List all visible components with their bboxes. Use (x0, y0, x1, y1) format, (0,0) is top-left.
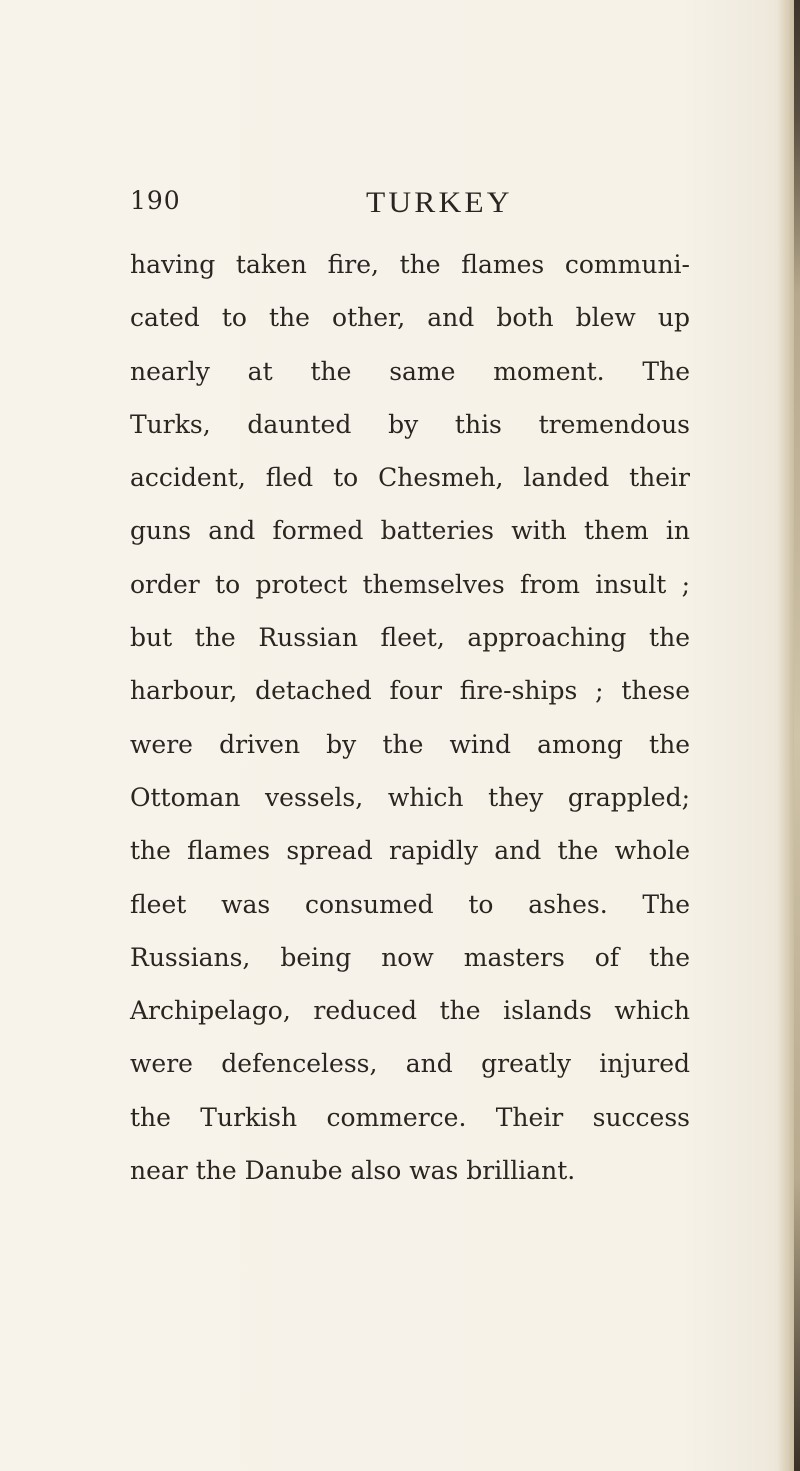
page-number: 190 (130, 186, 181, 215)
text-line: but the Russian fleet, approaching the (130, 623, 690, 653)
page-header (130, 186, 690, 226)
text-line: fleet was consumed to ashes. The (130, 889, 690, 919)
text-line: Ottoman vessels, which they grappled; (130, 782, 690, 812)
text-line: the flames spread rapidly and the whole (130, 836, 690, 866)
text-line: Russians, being now masters of the (130, 942, 690, 972)
text-line: Archipelago, reduced the islands which (130, 996, 690, 1026)
text-line: were driven by the wind among the (130, 729, 690, 759)
body-text (130, 238, 690, 1197)
running-head: TURKEY (366, 186, 513, 219)
text-line: accident, fled to Chesmeh, landed their (130, 463, 690, 493)
text-line: nearly at the same moment. The (130, 356, 690, 386)
text-line: were defenceless, and greatly injured (130, 1049, 690, 1079)
text-line: order to protect themselves from insult ; (130, 569, 690, 599)
text-line: Turks, daunted by this tremendous (130, 409, 690, 439)
text-line: having taken fire, the flames communi- (130, 250, 690, 279)
text-line: harbour, detached four fire-ships ; these (130, 676, 690, 706)
text-line: the Turkish commerce. Their success (130, 1102, 690, 1132)
page-binding-edge (794, 0, 800, 1471)
text-line: near the Danube also was brilliant. (130, 1156, 576, 1186)
text-line: guns and formed batteries with them in (130, 516, 690, 546)
text-line: cated to the other, and both blew up (130, 303, 690, 333)
